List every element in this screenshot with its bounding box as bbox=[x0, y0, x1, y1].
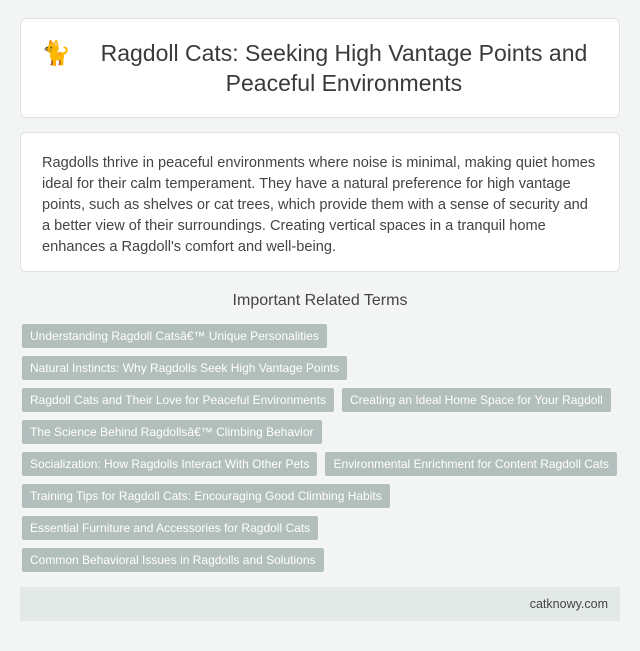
related-term-tag[interactable]: Natural Instincts: Why Ragdolls Seek High Vantage Points bbox=[22, 356, 347, 380]
title-row bbox=[40, 38, 600, 98]
related-term-tag[interactable]: Ragdoll Cats and Their Love for Peaceful Environments bbox=[22, 388, 334, 412]
related-term-tag[interactable]: Essential Furniture and Accessories for Ragdoll Cats bbox=[22, 516, 318, 540]
related-term-tag[interactable]: Environmental Enrichment for Content Ragdoll Cats bbox=[325, 452, 616, 476]
related-term-tag[interactable]: Training Tips for Ragdoll Cats: Encouraging Good Climbing Habits bbox=[22, 484, 390, 508]
footer-site-name: catknowy.com bbox=[529, 597, 608, 611]
related-term-tag[interactable]: The Science Behind Ragdollsâ€™ Climbing Behavior bbox=[22, 420, 322, 444]
summary-text: Ragdolls thrive in peaceful environments where noise is minimal, making quiet homes ideal for their calm temperament. They have a natural preference for high vantage points, such as shelves or cat trees, which provide them with a sense of security and a better view of their surroundings. Creating vertical spaces in a tranquil home enhances a Ragdoll's comfort and well-being. bbox=[42, 155, 596, 255]
related-term-tag[interactable]: Common Behavioral Issues in Ragdolls and Solutions bbox=[22, 548, 324, 572]
cat-icon: 🐈 bbox=[41, 39, 71, 67]
summary-card bbox=[20, 132, 620, 272]
footer bbox=[20, 587, 620, 621]
title-card bbox=[20, 18, 620, 118]
page-title: Ragdoll Cats: Seeking High Vantage Points and Peaceful Environments bbox=[100, 40, 588, 96]
related-term-tag[interactable]: Understanding Ragdoll Catsâ€™ Unique Personalities bbox=[22, 324, 327, 348]
related-terms-list bbox=[22, 324, 622, 572]
related-term-tag[interactable]: Socialization: How Ragdolls Interact With Other Pets bbox=[22, 452, 317, 476]
related-terms-heading: Important Related Terms bbox=[232, 292, 408, 309]
related-term-tag[interactable]: Creating an Ideal Home Space for Your Ragdoll bbox=[342, 388, 611, 412]
